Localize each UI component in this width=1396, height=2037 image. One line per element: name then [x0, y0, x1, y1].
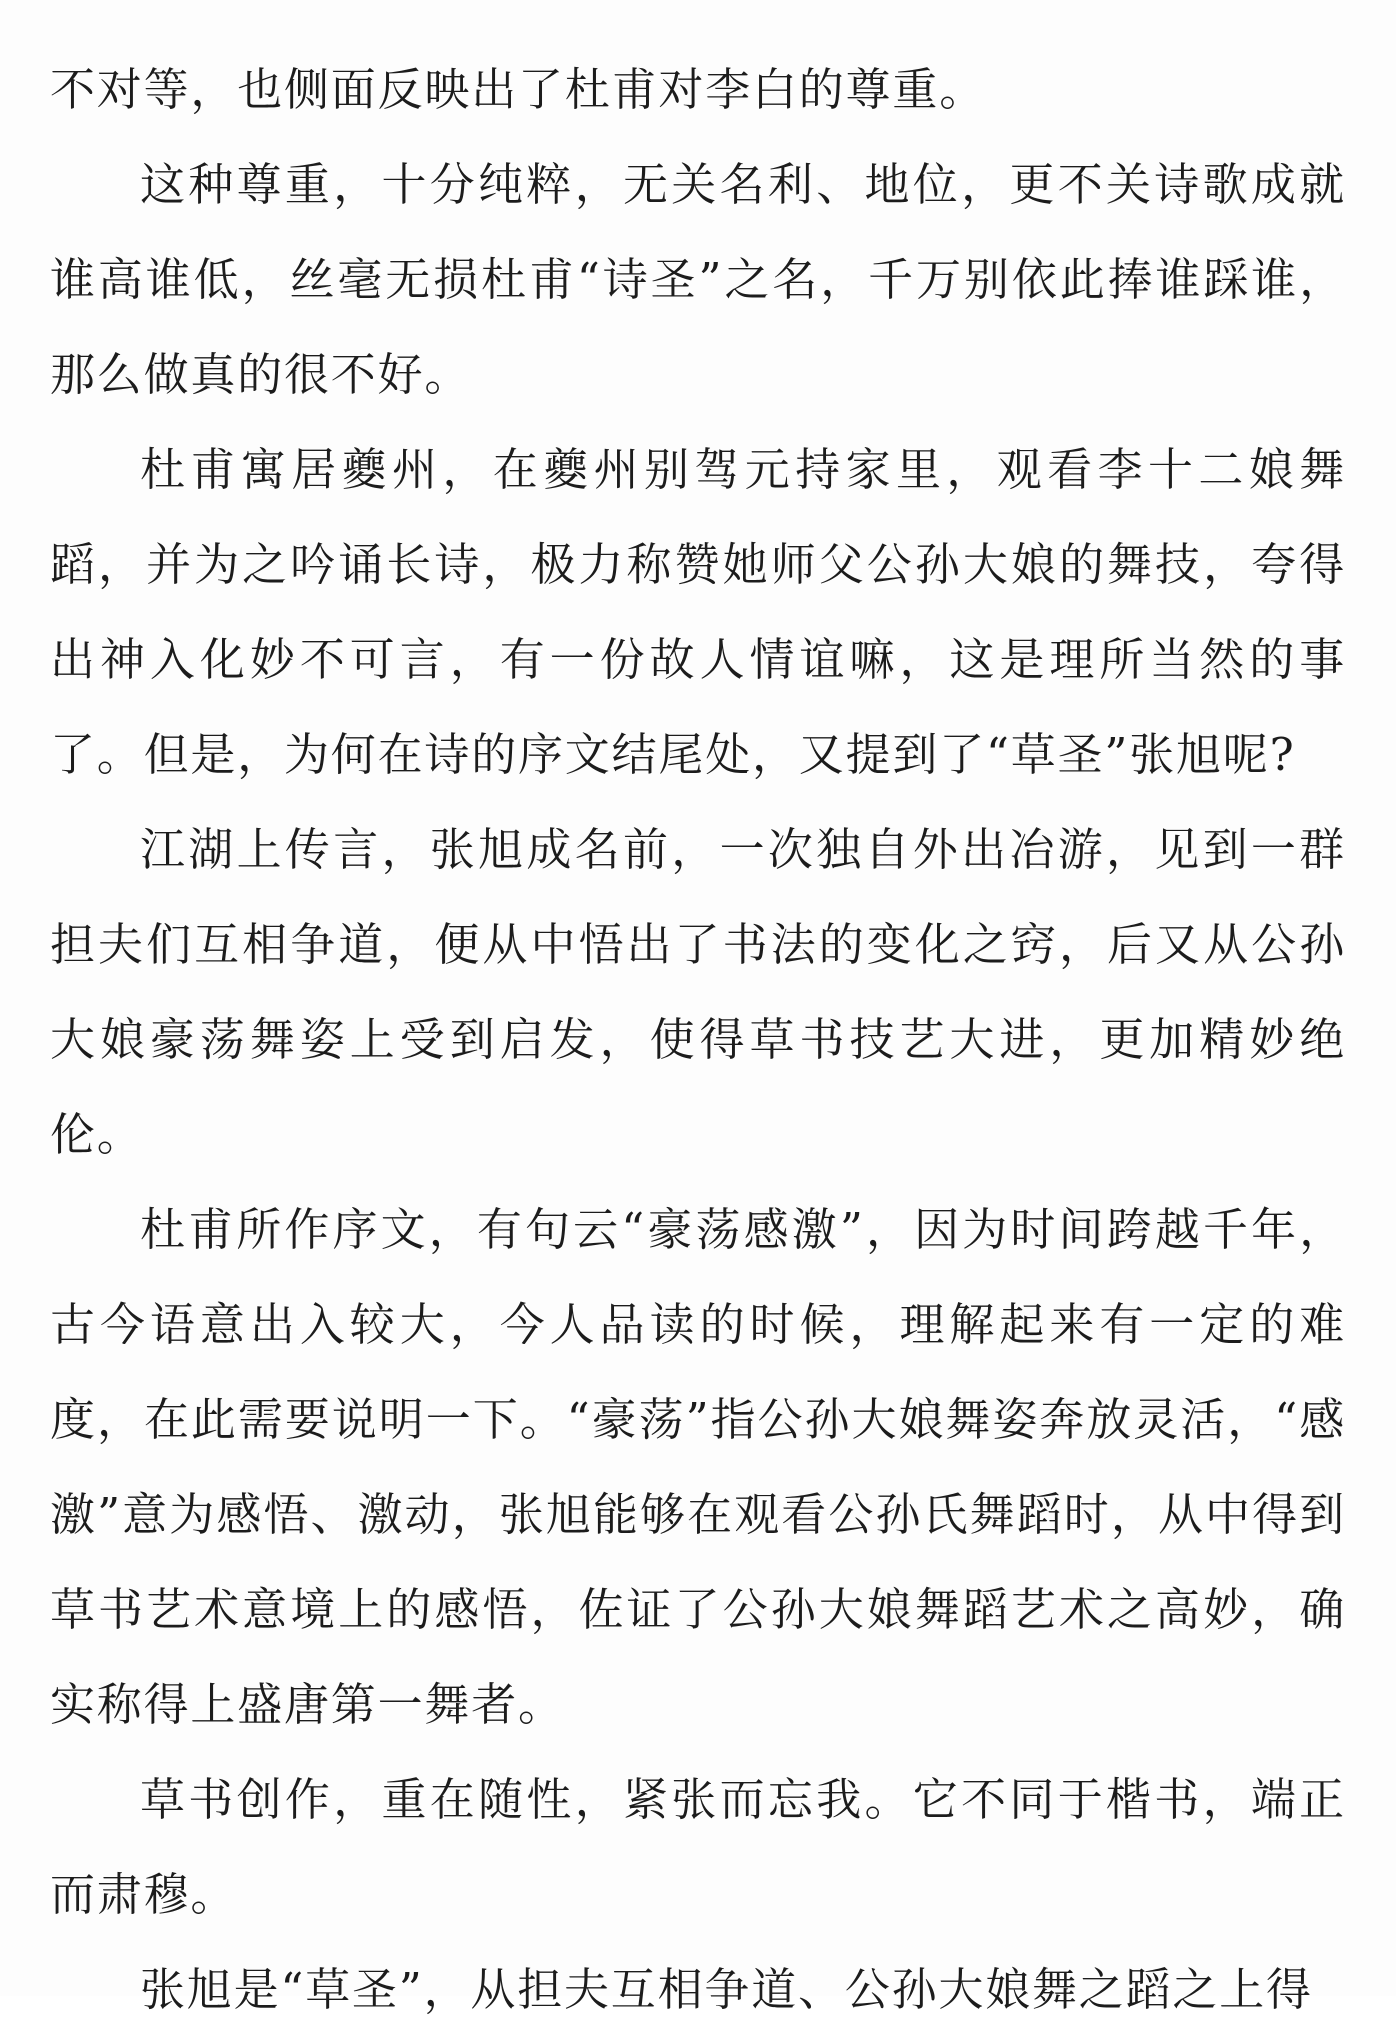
body-text	[50, 42, 1346, 2037]
paragraph-7: 张旭是“草圣”，从担夫互相争道、公孙大娘舞之蹈之上得	[140, 1963, 1313, 2016]
paragraph-4: 江湖上传言，张旭成名前，一次独自外出冶游，见到一群担夫们互相争道，便从中悟出了书法的变化之窍，后又从公孙大娘豪荡舞姿上受到启发，使得草书技艺大进，更加精妙绝伦。	[50, 823, 1346, 1161]
paragraph-3: 杜甫寓居夔州，在夔州别驾元持家里，观看李十二娘舞蹈，并为之吟诵长诗，极力称赞她师父公孙大娘的舞技，夸得出神入化妙不可言，有一份故人情谊嘛，这是理所当然的事了。但是，为何在诗的序文结尾处，又提到了“草圣”张旭呢?	[50, 443, 1346, 781]
paragraph-1: 不对等，也侧面反映出了杜甫对李白的尊重。	[50, 63, 987, 116]
paragraph-5: 杜甫所作序文，有句云“豪荡感激”，因为时间跨越千年，古今语意出入较大，今人品读的时候，理解起来有一定的难度，在此需要说明一下。“豪荡”指公孙大娘舞姿奔放灵活，“感激”意为感悟、激动，张旭能够在观看公孙氏舞蹈时，从中得到草书艺术意境上的感悟，佐证了公孙大娘舞蹈艺术之高妙，确实称得上盛唐第一舞者。	[50, 1203, 1346, 1731]
paragraph-2: 这种尊重，十分纯粹，无关名利、地位，更不关诗歌成就谁高谁低，丝毫无损杜甫“诗圣”之名，千万别依此捧谁踩谁，那么做真的很不好。	[50, 158, 1346, 401]
paragraph-6: 草书创作，重在随性，紧张而忘我。它不同于楷书，端正而肃穆。	[50, 1773, 1346, 1921]
